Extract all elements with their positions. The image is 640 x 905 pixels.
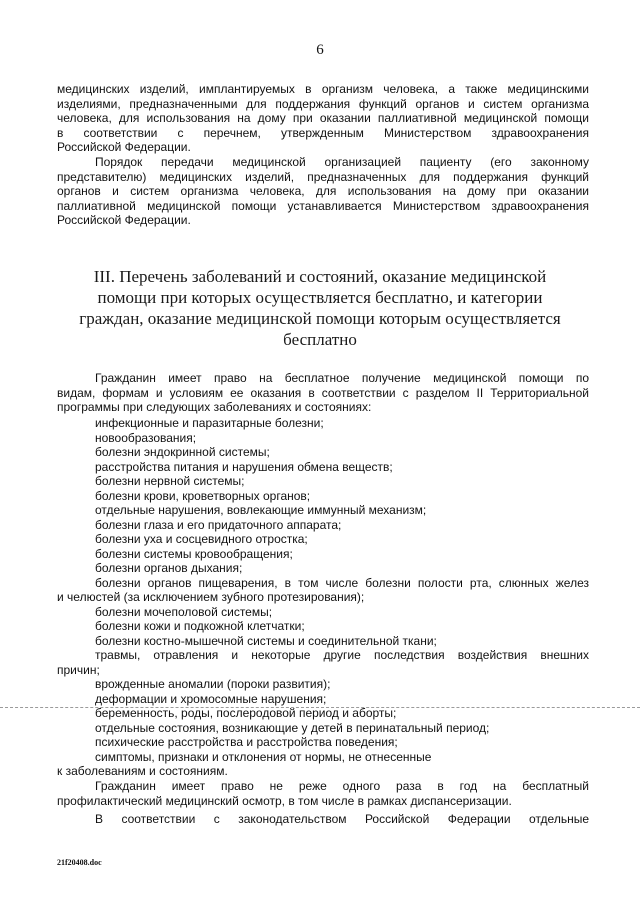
checkup-paragraph bbox=[57, 779, 589, 808]
text-line: человека, для использования на дому при оказании паллиативной медицинской помощи bbox=[57, 111, 589, 125]
list-item: деформации и хромосомные нарушения; bbox=[95, 691, 327, 706]
heading-line: III. Перечень заболеваний и состояний, оказание медицинской bbox=[93, 267, 547, 286]
list-item: болезни эндокринной системы; bbox=[95, 445, 270, 459]
list-item bbox=[57, 576, 589, 605]
heading-line: граждан, оказание медицинской помощи которым осуществляется bbox=[79, 309, 561, 328]
section-heading bbox=[40, 266, 600, 350]
list-item: болезни костно-мышечной системы и соединительной ткани; bbox=[95, 633, 437, 648]
list-item-line: и челюстей (за исключением зубного протезирования); bbox=[57, 590, 365, 604]
list-item: болезни нервной системы; bbox=[95, 474, 245, 488]
list-item: психические расстройства и расстройства поведения; bbox=[95, 735, 398, 749]
list-item: болезни уха и сосцевидного отростка; bbox=[95, 532, 308, 546]
text-line: представителю) медицинских изделий, предназначенных для поддержания функций bbox=[57, 169, 589, 184]
text-line: паллиативной медицинской помощи устанавливается Министерством здравоохранения bbox=[57, 198, 589, 213]
text-line: Российской Федерации. bbox=[57, 213, 191, 227]
heading-line: бесплатно bbox=[283, 330, 357, 349]
list-item-line: причин; bbox=[57, 662, 100, 677]
list-item: беременность, роды, послеродовой период и аборты; bbox=[95, 706, 397, 720]
list-item-line: травмы, отравления и некоторые другие последствия воздействия внешних bbox=[95, 648, 589, 662]
list-item: к заболеваниям и состояниям. bbox=[57, 764, 228, 778]
list-item: болезни системы кровообращения; bbox=[95, 546, 293, 561]
heading-line: помощи при которых осуществляется бесплатно, и категории bbox=[97, 288, 543, 307]
list-item bbox=[57, 648, 589, 677]
list-item: болезни органов дыхания; bbox=[95, 561, 243, 575]
transfer-paragraph bbox=[57, 155, 589, 228]
list-item: врожденные аномалии (пороки развития); bbox=[95, 677, 331, 691]
list-item: симптомы, признаки и отклонения от нормы, не отнесенные bbox=[95, 749, 432, 764]
text-line: в соответствии с перечнем, утвержденным Министерством здравоохранения bbox=[57, 125, 589, 140]
text-line: Гражданин имеет право не реже одного раза в год на бесплатный bbox=[95, 779, 589, 793]
list-item: болезни глаза и его придаточного аппарата; bbox=[95, 517, 342, 532]
text-line: изделиями, предназначенными для поддержания функций органов и систем организма bbox=[57, 96, 589, 111]
page-number: 6 bbox=[316, 42, 324, 58]
list-item: новообразования; bbox=[95, 430, 197, 445]
text-line: видам, формам и условиям ее оказания в соответствии с разделом II Территориальной bbox=[57, 385, 589, 400]
list-item: болезни крови, кроветворных органов; bbox=[95, 488, 311, 503]
intro-paragraph bbox=[57, 82, 589, 155]
text-line: профилактический медицинский осмотр, в том числе в рамках диспансеризации. bbox=[57, 793, 512, 808]
text-line: программы при следующих заболеваниях и состояниях: bbox=[57, 400, 372, 414]
text-line: Российской Федерации. bbox=[57, 140, 191, 154]
footer-filename: 21f20408.doc bbox=[57, 858, 102, 867]
list-item: отдельные состояния, возникающие у детей в перинатальный период; bbox=[95, 720, 490, 735]
text-line: органов и систем организма человека, для использования на дому при оказании bbox=[57, 184, 589, 198]
list-item: болезни кожи и подкожной клетчатки; bbox=[95, 619, 305, 633]
text-line: Гражданин имеет право на бесплатное получение медицинской помощи по bbox=[95, 371, 589, 385]
legislation-paragraph bbox=[57, 812, 589, 827]
list-item: отдельные нарушения, вовлекающие иммунный механизм; bbox=[95, 503, 427, 517]
conditions-list bbox=[57, 416, 589, 779]
text-line: Порядок передачи медицинской организацией пациенту (его законному bbox=[95, 155, 589, 169]
list-item: инфекционные и паразитарные болезни; bbox=[95, 416, 324, 430]
list-item: болезни мочеполовой системы; bbox=[95, 604, 273, 619]
text-line: В соответствии с законодательством Российской Федерации отдельные bbox=[95, 812, 589, 826]
rights-paragraph bbox=[57, 371, 589, 415]
list-item-line: болезни органов пищеварения, в том числе болезни полости рта, слюнных желез bbox=[95, 575, 589, 590]
list-item: расстройства питания и нарушения обмена веществ; bbox=[95, 459, 393, 474]
text-line: медицинских изделий, имплантируемых в организм человека, а также медицинскими bbox=[57, 82, 589, 96]
page-divider bbox=[0, 707, 640, 708]
